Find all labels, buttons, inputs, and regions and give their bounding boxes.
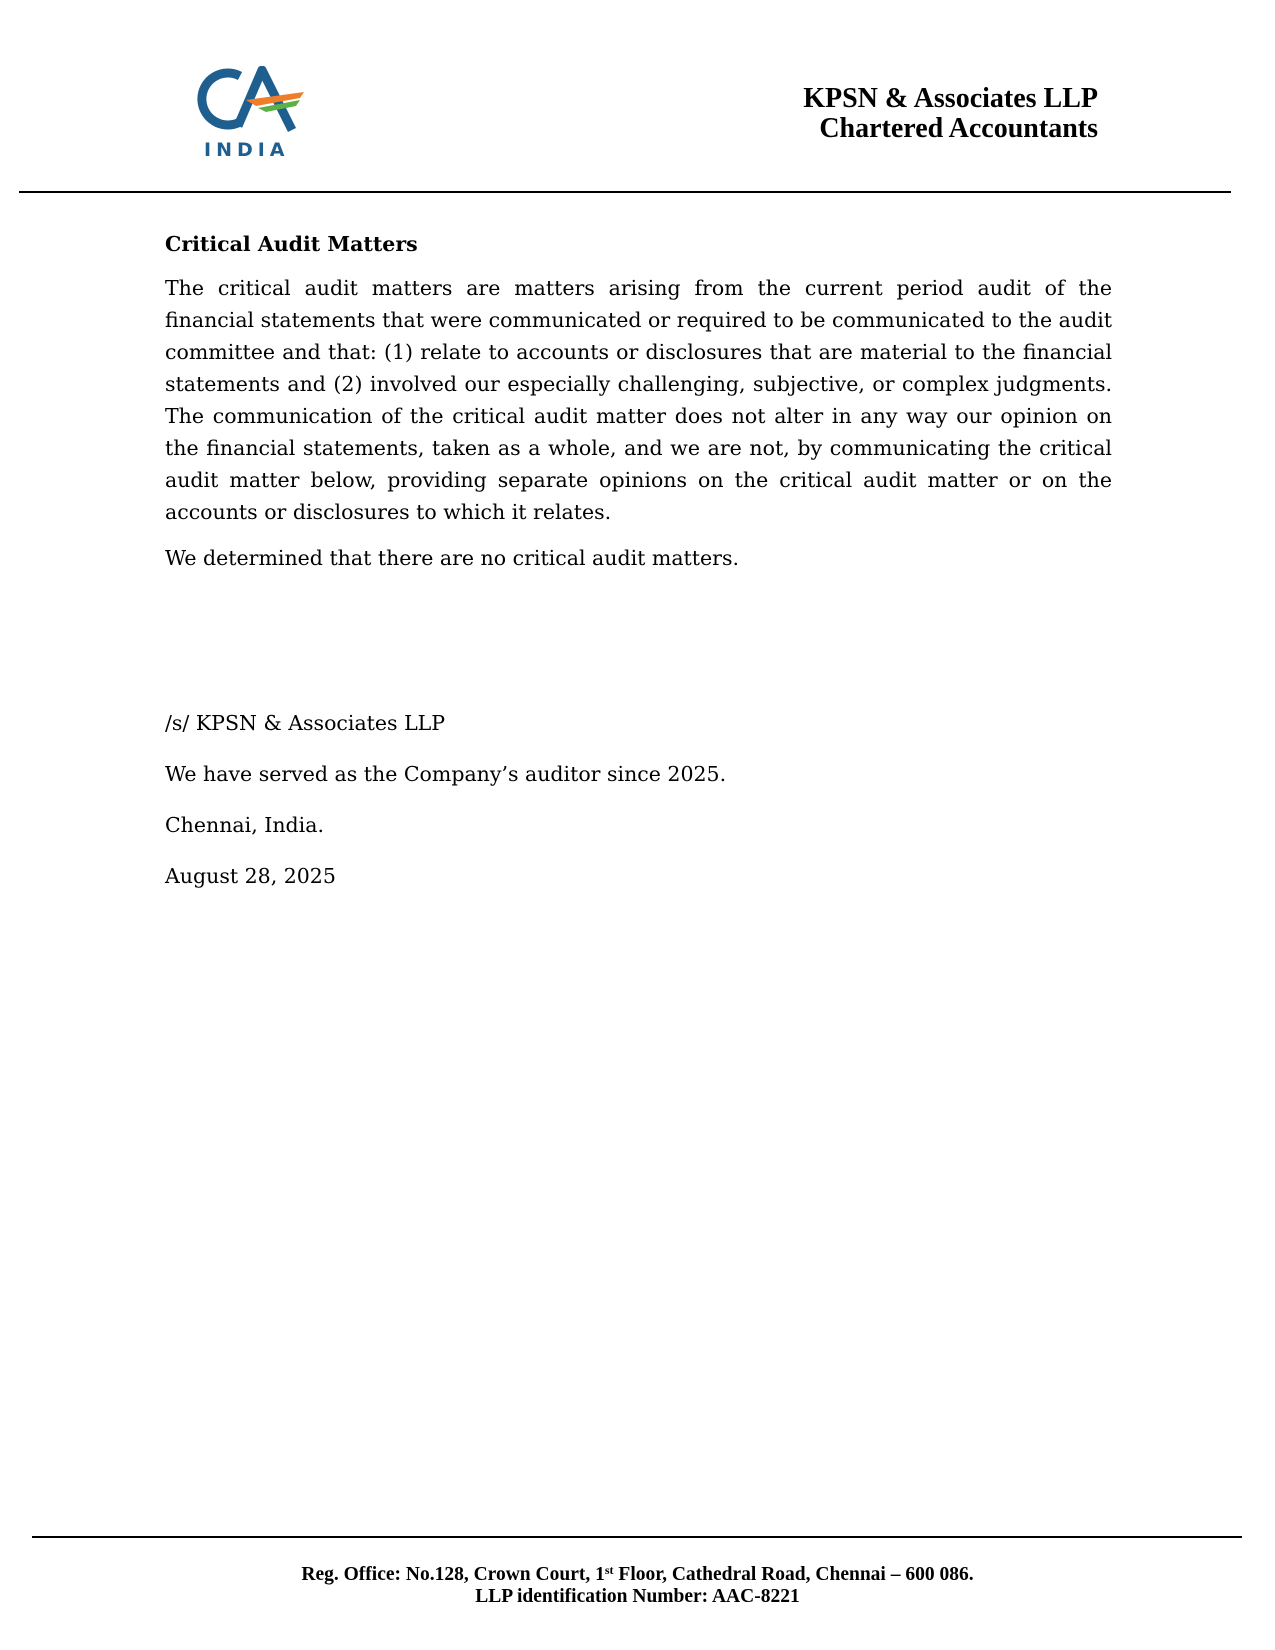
footer-divider	[32, 1536, 1242, 1538]
document-body	[165, 228, 1112, 593]
signature-block	[165, 707, 726, 911]
ca-logo-mark	[196, 66, 316, 162]
section-heading: Critical Audit Matters	[165, 232, 418, 256]
reg-office-suffix: Floor, Cathedral Road, Chennai – 600 086.	[613, 1564, 974, 1585]
firm-name: KPSN & Associates LLP	[803, 83, 1098, 114]
firm-header	[803, 84, 1098, 144]
signature-line: /s/ KPSN & Associates LLP	[165, 711, 446, 735]
header-divider	[19, 191, 1231, 193]
ca-india-logo	[196, 66, 316, 162]
logo-text: INDIA	[204, 139, 290, 161]
reg-office-prefix: Reg. Office: No.128, Crown Court, 1	[301, 1564, 605, 1585]
logo-letter-c	[202, 73, 240, 125]
footer	[0, 1564, 1275, 1608]
signing-date: August 28, 2025	[165, 864, 336, 888]
llp-id: LLP identification Number: AAC-8221	[475, 1586, 800, 1607]
cam-determination: We determined that there are no critical audit matters.	[165, 546, 739, 570]
auditor-tenure: We have served as the Company’s auditor since 2025.	[165, 762, 727, 786]
reg-office-sup: st	[604, 1563, 614, 1577]
cam-paragraph: The critical audit matters are matters arising from the current period audit of the financial statements that were communicated or required to be communicated to the audit committee and that: (1) relate to accounts or disclosures that are material to the financial statements and (2) involved our especially challenging, subjective, or complex judgments. The communication of the critical audit matter does not alter in any way our opinion on the financial statements, taken as a whole, and we are not, by communicating the critical audit matter below, providing separate opinions on the critical audit matter or on the accounts or disclosures to which it relates.	[165, 276, 1112, 524]
reg-office	[0, 1564, 1275, 1586]
signing-location: Chennai, India.	[165, 813, 324, 837]
firm-type: Chartered Accountants	[819, 113, 1098, 144]
